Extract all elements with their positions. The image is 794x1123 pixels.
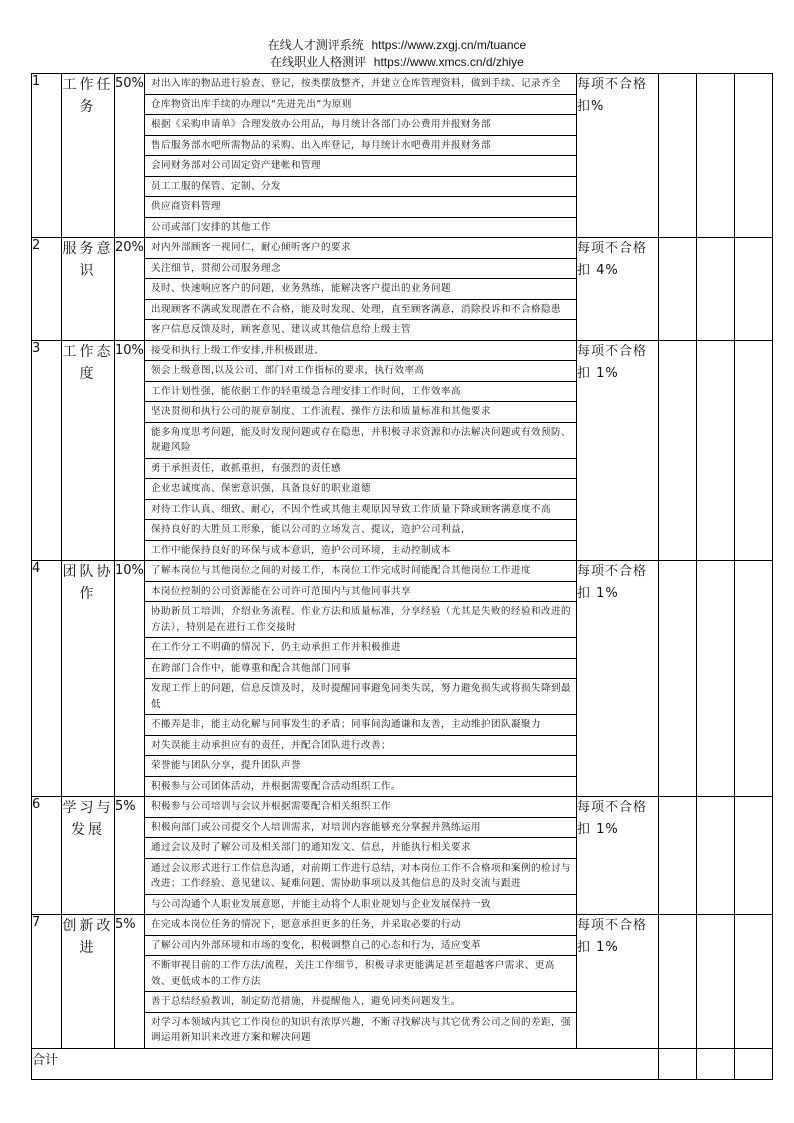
list-item — [145, 638, 576, 659]
section-weight: 20% — [115, 238, 145, 341]
item-text: 领会上级意图,以及公司、部门对工作指标的要求，执行效率高 — [145, 361, 576, 382]
item-text: 对待工作认真、细致、耐心，不因个性或其他主观原因导致工作质量下降或顾客满意度不高 — [145, 499, 576, 520]
item-text: 对内外部顾客一视同仁，耐心倾听客户的要求 — [145, 238, 576, 258]
section-number: 2 — [32, 238, 62, 341]
item-text: 根据《采购申请单》合理发放办公用品，每月统计各部门办公费用并报财务部 — [145, 115, 576, 136]
list-item — [145, 479, 576, 500]
item-text: 工作中能保持良好的环保与成本意识，造护公司环境，主动控制成本 — [151, 544, 452, 556]
score-cell-c[interactable] — [735, 797, 773, 915]
deduction-rule: 每项不合格扣 1% — [577, 797, 659, 915]
list-item — [145, 176, 576, 197]
item-text: 在跨部门合作中，能尊重和配合其他部门同事 — [145, 658, 576, 679]
item-text: 对学习本领域内其它工作岗位的知识有浓厚兴趣，不断寻找解决与其它优秀公司之间的差距，强调运用新知识来改进方案和解决问题 — [151, 1016, 572, 1043]
item-text: 了解公司内外部环境和市场的变化，积极调整自己的心态和行为，适应变革 — [145, 935, 576, 956]
item-text: 通过会议及时了解公司及相关部门的通知发文、信息，并能执行相关要求 — [145, 838, 576, 859]
item-text: 对出入库的物品进行验查、登记，按类摆放整齐，并建立仓库管理资料，做到手续、记录齐全 — [145, 74, 576, 94]
item-text: 与公司沟通个人职业发展意愿，并能主动将个人职业规划与企业发展保持一致 — [151, 898, 492, 910]
score-cell-c[interactable] — [735, 561, 773, 797]
item-text: 客户信息反馈及时，顾客意见、建议或其他信息给上级主管 — [151, 324, 412, 335]
list-item — [145, 894, 576, 914]
list-item — [145, 776, 576, 796]
item-text: 公司或部门安排的其他工作 — [151, 221, 272, 233]
list-item — [145, 956, 576, 992]
list-item — [145, 915, 576, 935]
item-text: 了解本岗位与其他岗位之间的对接工作，本岗位工作完成时间能配合其他岗位工作进度 — [145, 561, 576, 581]
item-text: 协助新员工培训，介绍业务流程、作业方法和质量标准，分享经验（尤其是失败的经验和改进的方法），特别是在进行工作交接时 — [145, 602, 576, 638]
list-item — [145, 381, 576, 402]
section-row — [32, 561, 773, 797]
section-row — [32, 238, 773, 341]
item-text: 荣誉能与团队分享，提升团队声誉 — [145, 756, 576, 777]
section-row — [32, 74, 773, 238]
item-text: 不断审视目前的工作方法/流程，关注工作细节，积极寻求更能满足甚至超越客户需求、更高效、更低成本的工作方法 — [145, 956, 576, 992]
item-text: 坚决贯彻和执行公司的规章制度、工作流程、操作方法和质量标准和其他要求 — [145, 402, 576, 423]
deduction-rule: 每项不合格扣 1% — [577, 561, 659, 797]
header-test-url[interactable]: https://www.xmcs.cn/d/zhiye — [373, 55, 524, 69]
deduction-rule: 每项不合格扣% — [577, 74, 659, 238]
score-cell-c[interactable] — [735, 1048, 773, 1079]
list-item — [145, 320, 576, 340]
list-item — [145, 735, 576, 756]
score-cell-a[interactable] — [659, 561, 697, 797]
item-text: 供应商资料管理 — [145, 197, 576, 218]
score-cell-a[interactable] — [659, 238, 697, 341]
score-cell-a[interactable] — [659, 1048, 697, 1079]
list-item — [145, 299, 576, 320]
section-row — [32, 915, 773, 1049]
section-weight: 50% — [115, 74, 145, 238]
list-item — [145, 341, 576, 361]
deduction-rule: 每项不合格扣 1% — [577, 915, 659, 1049]
list-item — [145, 715, 576, 736]
list-item — [145, 838, 576, 859]
score-cell-b[interactable] — [697, 1048, 735, 1079]
list-item — [145, 756, 576, 777]
item-text: 通过会议形式进行工作信息沟通，对前期工作进行总结，对本岗位工作不合格项和案例的检讨与改进；工作经验、意见建议、疑难问题、需协助事项以及其他信息的及时交流与跟进 — [145, 858, 576, 894]
section-category: 服务意识 — [62, 238, 115, 341]
item-text: 企业忠诚度高、保密意识强，具备良好的职业道德 — [145, 479, 576, 500]
list-item — [145, 1012, 576, 1048]
item-text: 本岗位控制的公司资源能在公司许可范围内与其他同事共享 — [145, 581, 576, 602]
item-text: 仓库物资出库手续的办理以“先进先出”为原则 — [145, 94, 576, 115]
score-cell-a[interactable] — [659, 797, 697, 915]
list-item — [145, 156, 576, 177]
section-category: 工作任务 — [62, 74, 115, 238]
total-label: 合计 — [32, 1048, 659, 1079]
list-item — [145, 540, 576, 560]
section-weight: 10% — [115, 561, 145, 797]
list-item — [145, 797, 576, 817]
items-list — [145, 341, 576, 561]
section-items — [145, 74, 577, 238]
section-number: 6 — [32, 797, 62, 915]
items-list — [145, 797, 576, 914]
section-number: 3 — [32, 340, 62, 561]
list-item — [145, 992, 576, 1013]
deduction-rule: 每项不合格扣 1% — [577, 340, 659, 561]
section-items — [145, 238, 577, 341]
section-weight: 5% — [115, 915, 145, 1049]
score-cell-a[interactable] — [659, 74, 697, 238]
item-text: 售后服务部水吧所需物品的采购、出入库登记，每月统计水吧费用并报财务部 — [145, 135, 576, 156]
section-items — [145, 340, 577, 561]
total-row — [32, 1048, 773, 1079]
score-cell-b[interactable] — [697, 340, 735, 561]
list-item — [145, 115, 576, 136]
item-text: 对失误能主动承担应有的责任，并配合团队进行改善； — [145, 735, 576, 756]
list-item — [145, 458, 576, 479]
list-item — [145, 217, 576, 237]
score-cell-c[interactable] — [735, 915, 773, 1049]
section-items — [145, 561, 577, 797]
item-text: 积极向部门或公司提交个人培训需求，对培训内容能够充分掌握并熟练运用 — [145, 817, 576, 838]
item-text: 在工作分工不明确的情况下，仍主动承担工作并积极推进 — [145, 638, 576, 659]
section-category: 创新改进 — [62, 915, 115, 1049]
section-number: 7 — [32, 915, 62, 1049]
score-cell-b[interactable] — [697, 915, 735, 1049]
list-item — [145, 361, 576, 382]
item-text: 积极参与公司培训与会议并根据需要配合相关组织工作 — [145, 797, 576, 817]
header-system-name: 在线人才测评系统 — [267, 38, 364, 52]
section-items — [145, 797, 577, 915]
items-list — [145, 915, 576, 1048]
item-text: 员工工服的保管、定制、分发 — [145, 176, 576, 197]
section-row — [32, 797, 773, 915]
list-item — [145, 581, 576, 602]
evaluation-table — [31, 73, 773, 1080]
item-text: 善于总结经验教训，制定防范措施，并提醒他人，避免同类问题发生。 — [145, 992, 576, 1013]
score-cell-b[interactable] — [697, 561, 735, 797]
list-item — [145, 74, 576, 94]
section-weight: 5% — [115, 797, 145, 915]
item-text: 在完成本岗位任务的情况下，愿意承担更多的任务，并采取必要的行动 — [145, 915, 576, 935]
section-category: 工作态度 — [62, 340, 115, 561]
score-cell-a[interactable] — [659, 915, 697, 1049]
item-text: 出现顾客不满或发现潜在不合格，能及时发现、处理，直至顾客满意，消除投诉和不合格隐患 — [145, 299, 576, 320]
items-list — [145, 74, 576, 237]
list-item — [145, 279, 576, 300]
section-row — [32, 340, 773, 561]
list-item — [145, 679, 576, 715]
score-cell-a[interactable] — [659, 340, 697, 561]
section-number: 4 — [32, 561, 62, 797]
score-cell-b[interactable] — [697, 74, 735, 238]
list-item — [145, 402, 576, 423]
item-text: 发现工作上的问题，信息反馈及时，及时提醒同事避免同类失误，努力避免损失或将损失降到最低 — [145, 679, 576, 715]
list-item — [145, 422, 576, 458]
list-item — [145, 135, 576, 156]
section-weight: 10% — [115, 340, 145, 561]
header-line-2 — [0, 55, 794, 70]
item-text: 关注细节，贯彻公司服务理念 — [145, 258, 576, 279]
item-text: 勇于承担责任，敢抓重担，有强烈的责任感 — [145, 458, 576, 479]
score-cell-c[interactable] — [735, 74, 773, 238]
list-item — [145, 561, 576, 581]
list-item — [145, 658, 576, 679]
score-cell-b[interactable] — [697, 238, 735, 341]
section-category: 学习与发展 — [62, 797, 115, 915]
list-item — [145, 197, 576, 218]
items-list — [145, 238, 576, 340]
item-text: 保持良好的大胜员工形象，能以公司的立场发言、提议，造护公司利益， — [145, 520, 576, 541]
score-cell-b[interactable] — [697, 797, 735, 915]
score-cell-c[interactable] — [735, 238, 773, 341]
item-text: 不搬弄是非，能主动化解与同事发生的矛盾；同事间沟通谦和友善，主动维护团队凝聚力 — [145, 715, 576, 736]
list-item — [145, 258, 576, 279]
deduction-rule: 每项不合格扣 4% — [577, 238, 659, 341]
list-item — [145, 94, 576, 115]
section-category: 团队协作 — [62, 561, 115, 797]
header-line-1 — [0, 38, 794, 53]
list-item — [145, 499, 576, 520]
header-test-name: 在线职业人格测评 — [270, 55, 367, 69]
section-number: 1 — [32, 74, 62, 238]
list-item — [145, 817, 576, 838]
section-items — [145, 915, 577, 1049]
item-text: 接受和执行上级工作安排,并积极跟进, — [145, 341, 576, 361]
item-text: 积极参与公司团体活动，并根据需要配合活动组织工作。 — [151, 780, 402, 792]
score-cell-c[interactable] — [735, 340, 773, 561]
items-list — [145, 561, 576, 796]
list-item — [145, 858, 576, 894]
item-text: 能多角度思考问题，能及时发现问题或存在隐患，并积极寻求资源和办法解决问题或有效预防、规避风险 — [145, 422, 576, 458]
header-system-url[interactable]: https://www.zxgj.cn/m/tuance — [371, 38, 527, 52]
list-item — [145, 602, 576, 638]
item-text: 工作计划性强，能依据工作的轻重缓急合理安排工作时间，工作效率高 — [145, 381, 576, 402]
item-text: 会同财务部对公司固定资产建帐和管理 — [145, 156, 576, 177]
item-text: 及时、快速响应客户的问题，业务熟练，能解决客户提出的业务问题 — [145, 279, 576, 300]
list-item — [145, 935, 576, 956]
list-item — [145, 238, 576, 258]
list-item — [145, 520, 576, 541]
